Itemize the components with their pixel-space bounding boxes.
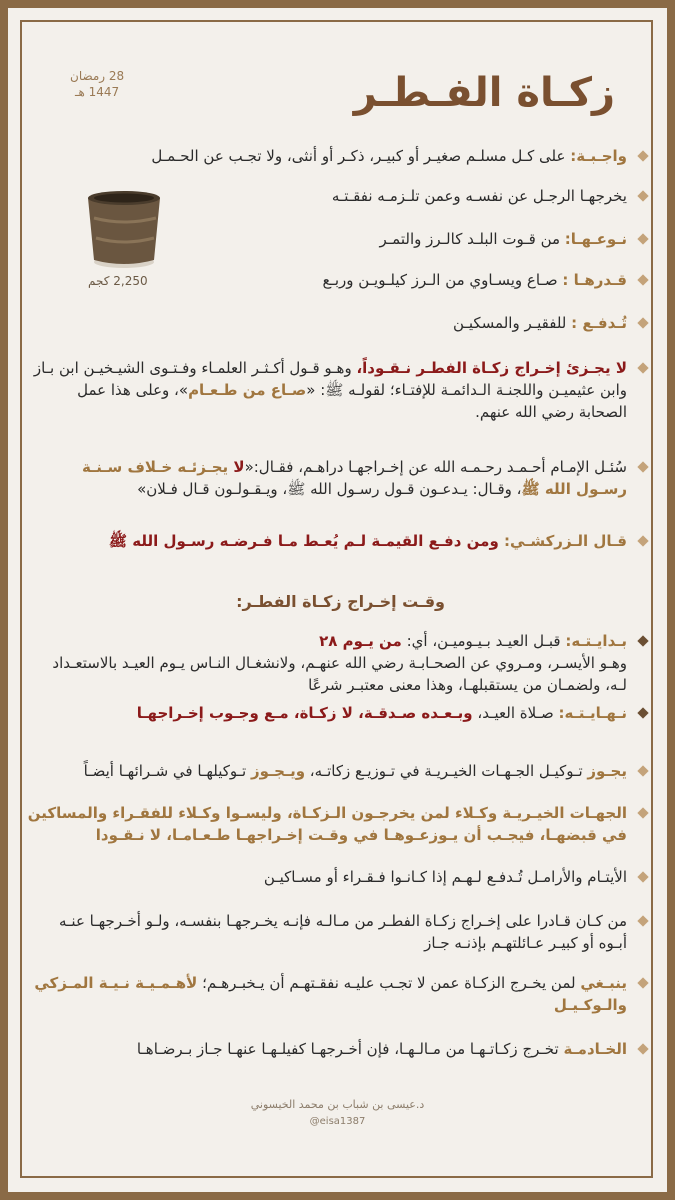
date-year: 1447 هـ — [74, 85, 120, 99]
page-title: زكـاة الفـطـر — [353, 70, 615, 116]
hijri-date — [70, 68, 124, 100]
item-zarkashi: قـال الـزركشـي: ومن دفـع القيمـة لـم يُعـط مـا فـرضـه رسـول الله ﷺ — [27, 530, 627, 552]
item-delegation: يجـوز تـوكيـل الجـهـات الخيـريـة في تـوزيـع زكاتـه، ويـجـوز تـوكيلهـا في شـرائهـا أيضـاً — [27, 760, 627, 782]
item-start-time: بـدايـتـه: قبـل العيـد بـيـوميـن، أي: من يـوم ٢٨ وهـو الأيسـر، ومـروي عن الصحـابـة رضي الله عنهـم، ولانشغـال النـاس يـوم العيـد بالاستعـداد لـه، ولضمـان من يستقبلهـا، وهذا معنى معتبـر شرعًا — [27, 630, 627, 696]
item-end-time: نـهـايـتـه: صـلاة العيـد، وبـعـده صـدقـة، لا زكـاة، مـع وجـوب إخـراجهـا — [27, 702, 627, 724]
item-amount: قـدرهـا : صـاع ويسـاوي من الـرز كيلـويـن وربـع — [167, 269, 627, 291]
item-type: نـوعـهـا: من قـوت البلـد كالـرز والتمـر — [167, 228, 627, 250]
author-signature: د.عيسى بن شباب بن محمد الخيسوني — [250, 1098, 425, 1111]
item-self-payment: من كـان قـادرا على إخـراج زكـاة الفطـر من مـالـه فإنـه يخـرجهـا بنفسـه، ولـو أخـرجهـا عنـه أبـوه أو كبيـر عـائلتهـم بإذنـه جـاز — [27, 910, 627, 954]
sa-measure-jar-image — [80, 188, 168, 270]
item-orphans: الأيتـام والأرامـل تُـدفـع لـهـم إذا كـانـوا فـقـراء أو مسـاكيـن — [27, 866, 627, 888]
author-handle: @eisa1387 — [309, 1116, 366, 1127]
item-no-cash: لا يجـزئ إخـراج زكـاة الفطـر نـقـوداً، وهـو قـول أكـثـر العلمـاء وفـتـوى الشيـخيـن ابن بـاز وابن عثيميـن واللجنـة الـدائمـة للإفتـاء؛ لقولـه ﷺ: «صـاع من طـعـام»، وعلى هذا عمل الصحابة رضي الله عنهم. — [27, 357, 627, 423]
item-imam-ahmad: سُئـل الإمـام أحـمـد رحـمـه الله عن إخـراجهـا دراهـم، فقـال:«لا يجـزئـه خـلاف سـنـة رسـول الله ﷺ، وقـال: يـدعـون قـول رسـول الله ﷺ، ويـقـولـون قـال فـلان» — [27, 456, 627, 500]
jar-weight: 2,250 كجم — [88, 274, 148, 288]
item-charities: الجهـات الخيـريـة وكـلاء لمن يخرجـون الـزكـاة، وليسـوا وكـلاء للفقـراء والمساكين في قبضهـا، فيجـب أن يـوزعـوهـا في وقـت إخـراجهـا طـعـامـا، لا نـقـودا — [27, 802, 627, 846]
time-section-heading: وقـت إخـراج زكـاة الفطـر: — [236, 592, 445, 611]
date-day: 28 رمضان — [70, 69, 125, 83]
item-who-pays: يخرجهـا الرجـل عن نفسـه وعمن تلـزمـه نفقـتـه — [167, 185, 627, 207]
item-obligation: واجـبـة: على كـل مسلـم صغيـر أو كبيـر، ذكـر أو أنثى، ولا تجـب عن الحـمـل — [27, 145, 627, 167]
item-recipients: تُـدفـع : للفقيـر والمسكيـن — [167, 312, 627, 334]
item-inform: ينبـغي لمن يخـرج الزكـاة عمن لا تجـب عليـه نفقـتهـم أن يـخبـرهـم؛ لأهـمـيـة نـيـة المـزكي والـوكـيـل — [27, 972, 627, 1016]
item-housemaid: الخـادمـة تخـرج زكـاتـهـا من مـالـهـا، فإن أخـرجهـا كفيلـهـا عنهـا جـاز بـرضـاهـا — [27, 1038, 627, 1060]
